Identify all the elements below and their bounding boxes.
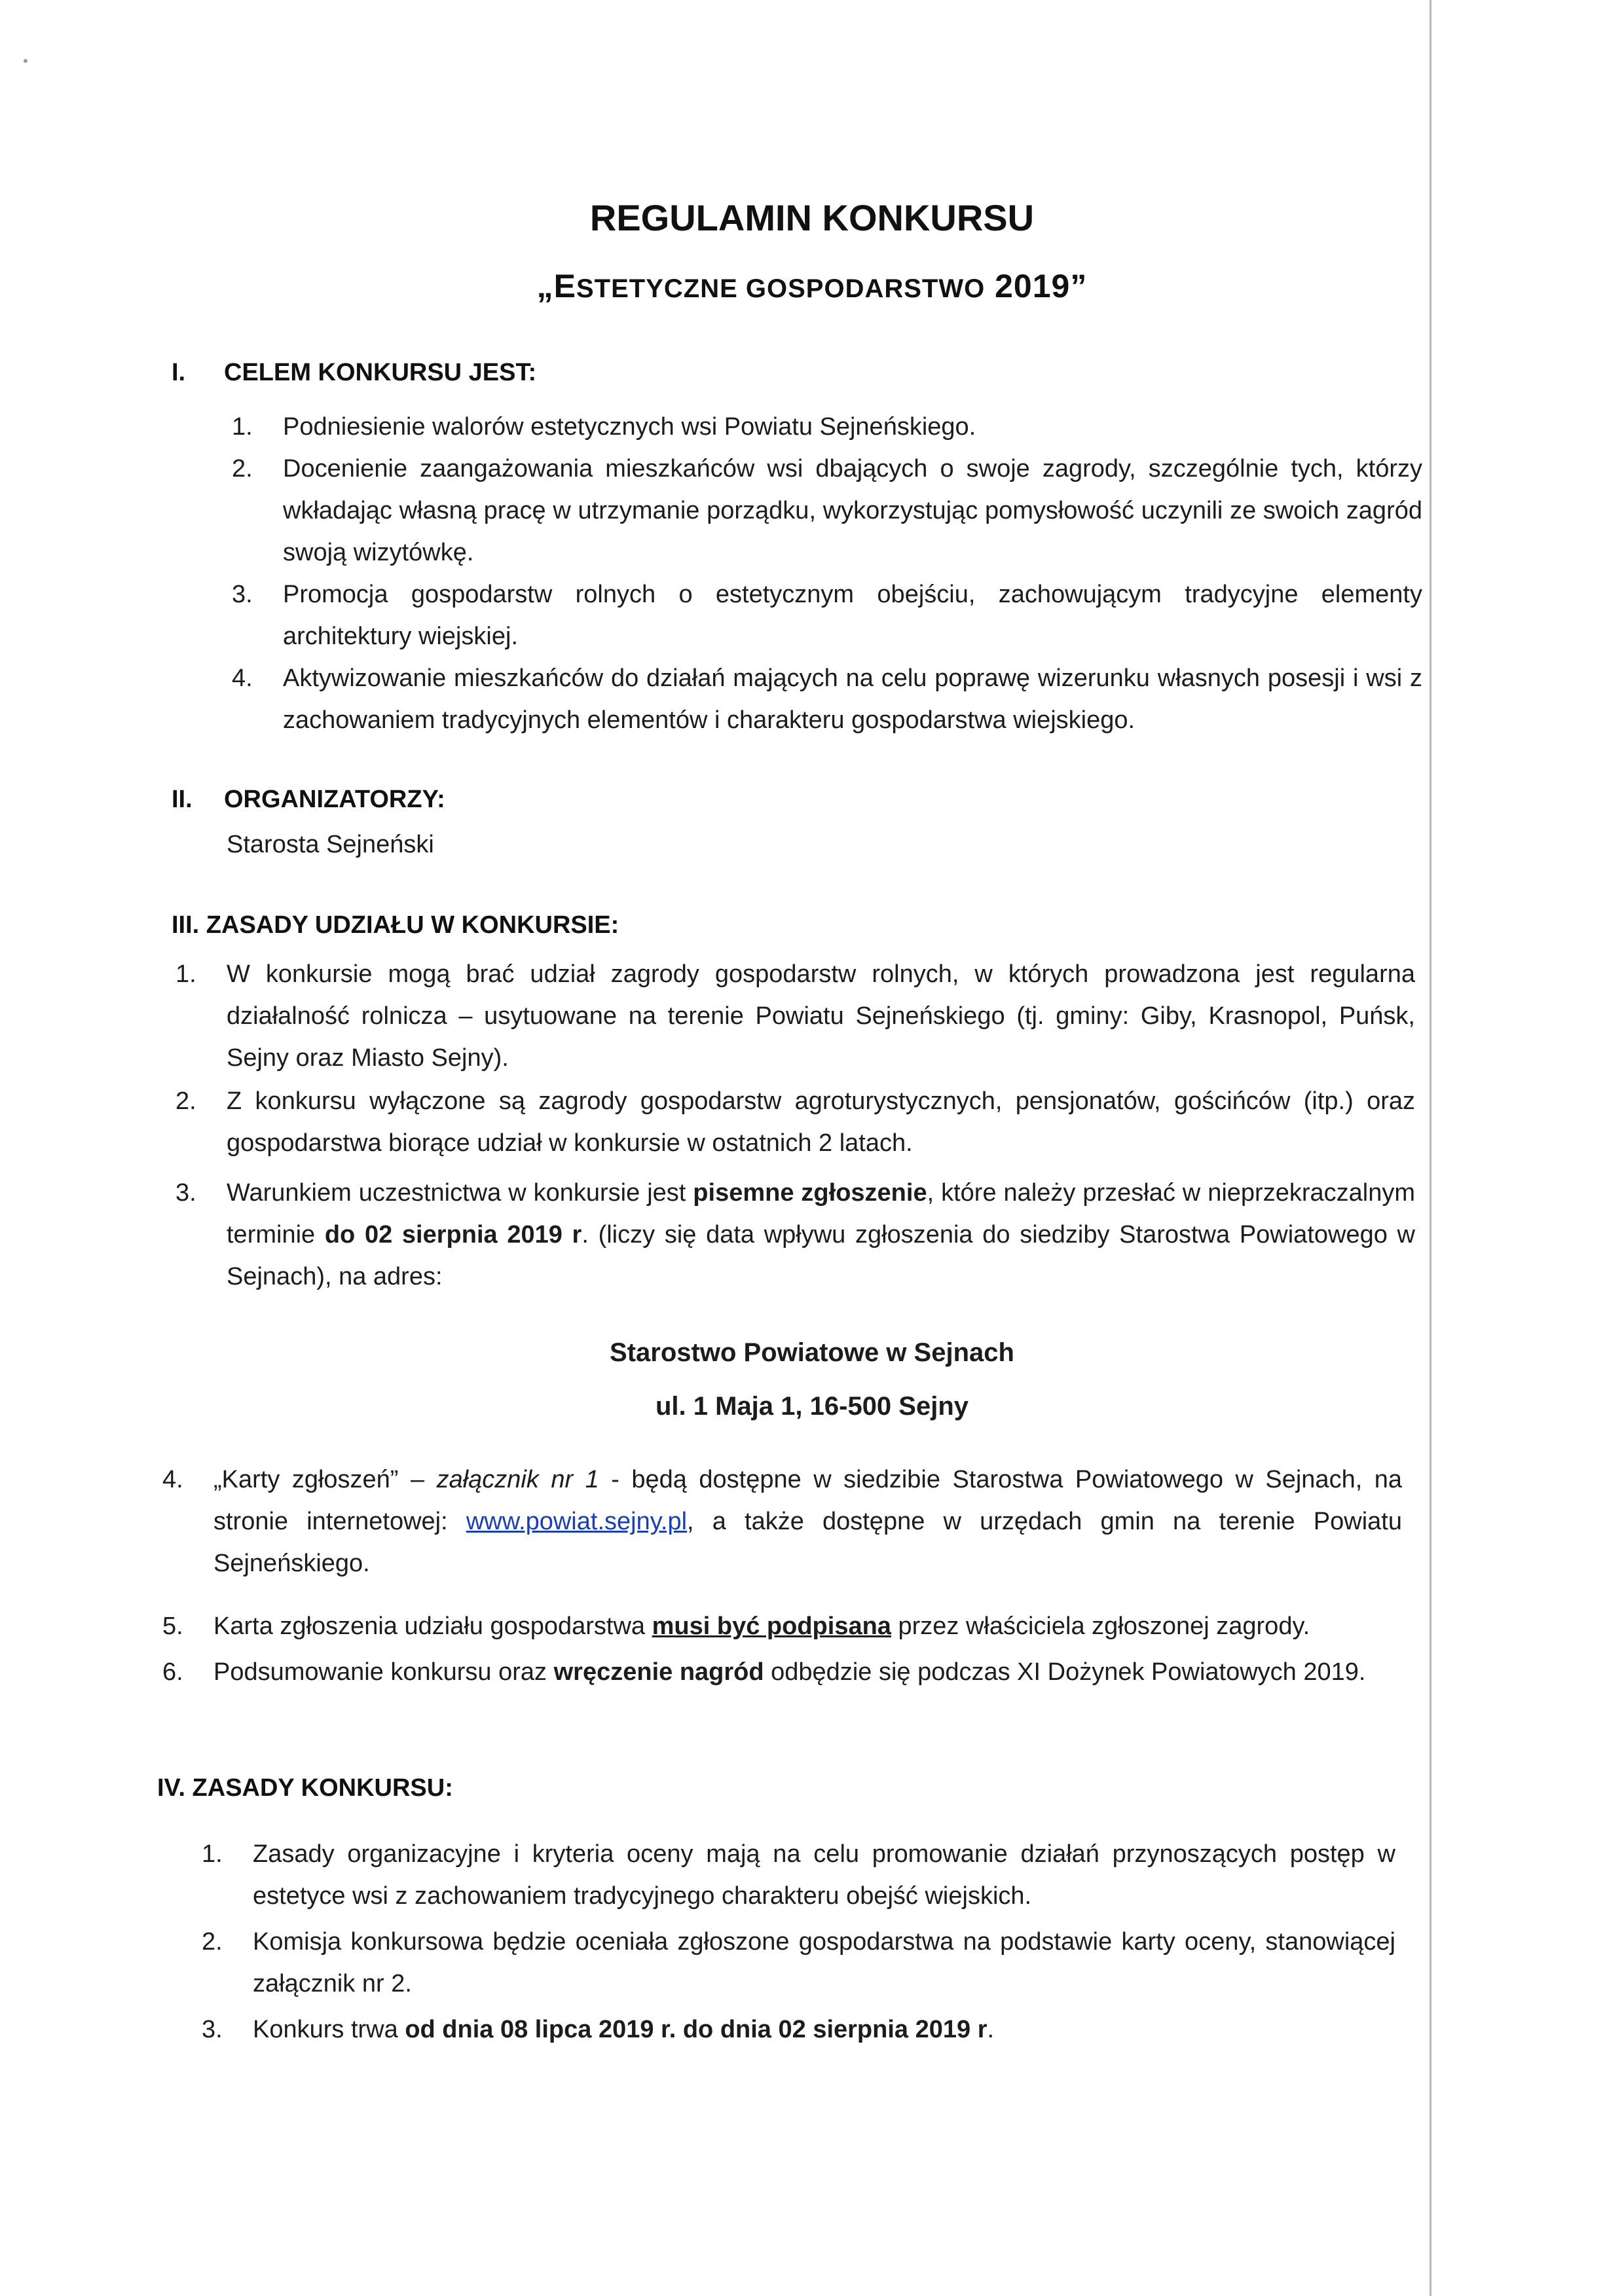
item-text-post: . (liczy się data wpływu zgłoszenia do siedziby Starostwa Powiatowego w Sejnach), na adres: <box>227 1221 1415 1290</box>
list-item <box>175 1172 1415 1298</box>
list-item <box>162 1459 1403 1584</box>
subtitle-year: 2019” <box>985 268 1088 304</box>
item-number: 4. <box>162 1466 183 1493</box>
item-text-bold: pisemne zgłoszenie <box>693 1179 927 1207</box>
item-text-bold-underlined: musi być podpisana <box>652 1613 891 1640</box>
item-text-post: . <box>987 2016 995 2043</box>
subtitle-lead: „E <box>536 268 576 304</box>
scan-speck <box>24 59 28 63</box>
list-item <box>202 2009 1395 2050</box>
section-4-title: ZASADY KONKURSU: <box>192 1774 453 1802</box>
address-line-2: ul. 1 Maja 1, 16-500 Sejny <box>655 1392 969 1421</box>
item-text-pre: Konkurs trwa <box>253 2016 405 2043</box>
section-4-roman: IV. <box>157 1774 185 1802</box>
item-text: Z konkursu wyłączone są zagrody gospodarstw agroturystycznych, pensjonatów, gościńców (itp.) oraz gospodarstwa biorące udział w konkursie w ostatnich 2 latach. <box>227 1087 1415 1157</box>
item-text-pre: Podsumowanie konkursu oraz <box>213 1658 554 1686</box>
document-subtitle <box>0 267 1624 305</box>
item-text: Zasady organizacyjne i kryteria oceny mają na celu promowanie działań przynoszących postęp w estetyce wsi z zachowaniem tradycyjnego charakteru obejść wiejskich. <box>253 1840 1395 1910</box>
item-number: 6. <box>162 1658 183 1686</box>
website-link[interactable]: www.powiat.sejny.pl <box>466 1508 688 1535</box>
item-text: Docenienie zaangażowania mieszkańców wsi dbających o swoje zagrody, szczególnie tych, którzy wkładając własną pracę w utrzymanie porządku, wykorzystując pomysłowość uczynili ze swoich zagród swoją wizytówkę. <box>283 455 1422 566</box>
item-text-post: odbędzie się podczas XI Dożynek Powiatowych 2019. <box>764 1658 1366 1686</box>
section-1-title: CELEM KONKURSU JEST: <box>224 359 537 386</box>
item-number: 2. <box>175 1087 196 1115</box>
list-item <box>202 1921 1395 2005</box>
list-item <box>162 1651 1402 1693</box>
document-title: REGULAMIN KONKURSU <box>589 197 1035 238</box>
item-number: 1. <box>202 1840 223 1868</box>
item-text-pre: - będą dostępne w siedzibie Starostwa Powiatowego w Sejnach, na stronie internetowej: <box>213 1466 1403 1535</box>
subtitle-smallcaps: STETYCZNE GOSPODARSTWO <box>576 274 986 303</box>
item-number: 3. <box>175 1179 196 1207</box>
item-text-pre: Warunkiem uczestnictwa w konkursie jest <box>227 1179 693 1207</box>
item-number: 2. <box>202 1928 223 1956</box>
item-text-quote: „Karty zgłoszeń” <box>213 1466 399 1493</box>
item-number: 4. <box>232 665 253 692</box>
item-text: Podniesienie walorów estetycznych wsi Powiatu Sejneńskiego. <box>283 413 976 441</box>
item-text: Promocja gospodarstw rolnych o estetycznym obejściu, zachowującym tradycyjne elementy architektury wiejskiej. <box>283 581 1422 650</box>
list-item <box>175 953 1415 1079</box>
item-number: 2. <box>232 455 253 483</box>
item-number: 3. <box>202 2016 223 2043</box>
item-text-bold-date: do 02 sierpnia 2019 r <box>324 1221 582 1248</box>
address-line-1: Starostwo Powiatowe w Sejnach <box>610 1338 1014 1367</box>
organizer-name: Starosta Sejneński <box>227 831 434 858</box>
item-text-bold: od dnia 08 lipca 2019 r. do dnia 02 sierpnia 2019 r <box>405 2016 987 2043</box>
section-1-roman: I. <box>172 359 186 386</box>
item-text-post: , a także dostępne w urzędach gmin na terenie Powiatu Sejneńskiego. <box>213 1508 1402 1577</box>
section-2-roman: II. <box>172 786 193 813</box>
item-number: 5. <box>162 1613 183 1640</box>
list-item <box>175 1080 1415 1164</box>
list-item <box>232 406 1422 448</box>
item-text-post: przez właściciela zgłoszonej zagrody. <box>891 1613 1310 1640</box>
item-number: 1. <box>232 413 253 441</box>
item-text: W konkursie mogą brać udział zagrody gospodarstw rolnych, w których prowadzona jest regularna działalność rolnicza – usytuowane na terenie Powiatu Sejneńskiego (tj. gminy: Giby, Krasnopol, Puńsk, Sejny oraz Miasto Sejny). <box>227 960 1415 1072</box>
item-text-dash: – <box>398 1466 437 1493</box>
list-item <box>202 1833 1395 1917</box>
section-2-title: ORGANIZATORZY: <box>224 786 445 813</box>
list-item <box>162 1605 1402 1647</box>
item-text-mid: , które należy przesłać w nieprzekraczalnym terminie <box>227 1179 1415 1248</box>
item-text-pre: Karta zgłoszenia udziału gospodarstwa <box>213 1613 652 1640</box>
item-text: Komisja konkursowa będzie oceniała zgłoszone gospodarstwa na podstawie karty oceny, stanowiącej załącznik nr 2. <box>253 1928 1395 1997</box>
section-1-heading <box>172 359 536 387</box>
list-item <box>232 657 1422 741</box>
list-item <box>232 448 1422 574</box>
item-text: Aktywizowanie mieszkańców do działań mających na celu poprawę wizerunku własnych posesji i wsi z zachowaniem tradycyjnych elementów i charakteru gospodarstwa wiejskiego. <box>283 665 1422 734</box>
section-3-heading <box>172 911 619 939</box>
item-number: 1. <box>175 960 196 988</box>
page-edge-line <box>1430 0 1431 2296</box>
section-3-title: ZASADY UDZIAŁU W KONKURSIE: <box>206 911 619 939</box>
section-3-roman: III. <box>172 911 200 939</box>
item-number: 3. <box>232 581 253 608</box>
item-text-bold: wręczenie nagród <box>553 1658 764 1686</box>
list-item <box>232 574 1422 657</box>
item-text-italic: załącznik nr 1 <box>436 1466 599 1493</box>
section-2-heading <box>172 786 445 814</box>
section-4-heading <box>157 1774 453 1802</box>
